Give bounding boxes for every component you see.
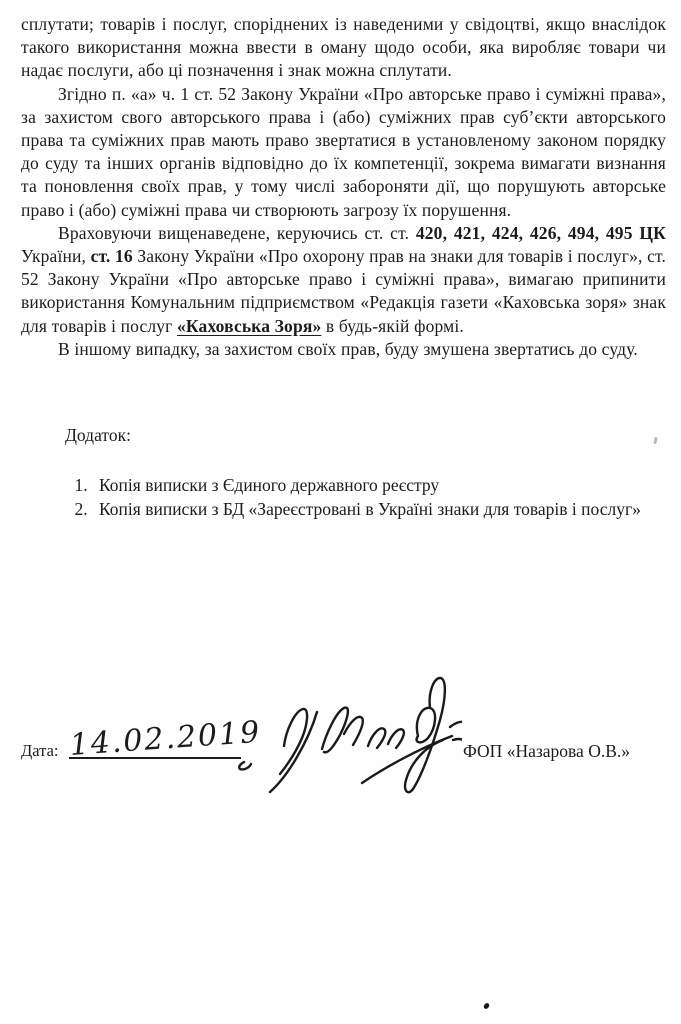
attachment-item-text: Копія виписки з БД «Зареєстровані в Україні знаки для товарів і послуг» [99, 499, 641, 520]
attachment-item-text: Копія виписки з Єдиного державного реєстру [99, 475, 440, 496]
attachment-item [92, 474, 665, 497]
paragraph-1-text: сплутати; товарів і послуг, споріднених із наведеними у свідоцтві, якщо внаслідок такого використання можна ввести в оману щодо особи, яка виробляє товари чи надає послуги, або ці позначення і знак можна сплутати. [21, 14, 666, 81]
statute-numbers: 420, 421, 424, 426, 494, 495 ЦК [415, 222, 666, 243]
paragraph-2-text: Згідно п. «а» ч. 1 ст. 52 Закону України «Про авторське право і суміжні права», за захистом свого авторського права і (або) суміжних прав суб’єкти авторського права та суміжних прав мають право звертатися в установленому законом порядку до суду та інших органів відповідно до їх компетенції, зокрема вимагати визнання та поновлення своїх прав, у тому числі забороняти дії, що порушують авторське право і (або) суміжні права чи створюють загрозу їх порушення. [21, 83, 666, 220]
attachments-list [65, 474, 665, 521]
paragraph-3-text-4: в будь-якій формі. [321, 315, 464, 336]
date-group [21, 712, 263, 767]
scan-speck [483, 1002, 490, 1009]
paragraph-3 [21, 222, 666, 338]
handwritten-date: 14.02.2019 [68, 714, 263, 763]
handwritten-signature-image [222, 650, 462, 800]
paragraph-3-text-2: України, [21, 246, 91, 267]
date-underline [68, 711, 263, 763]
paragraph-2 [21, 83, 666, 222]
date-label: Дата: [21, 741, 59, 760]
attachments-section [65, 424, 665, 523]
trademark-name: «Каховська Зоря» [177, 315, 322, 336]
paragraph-3-text-1: Враховуючи вищенаведене, керуючись ст. ст. [58, 222, 416, 243]
signer-name: ФОП «Назарова О.В.» [463, 741, 631, 761]
document-body [21, 13, 666, 361]
paragraph-4-text: В іншому випадку, за захистом своїх прав, буду змушена звертатись до суду. [58, 338, 638, 359]
paragraph-4 [21, 338, 666, 361]
attachments-heading: Додаток: [65, 425, 131, 445]
article-16: ст. 16 [90, 246, 133, 267]
attachment-item [92, 498, 665, 521]
paragraph-3-text-3: Закону України «Про охорону прав на знаки для товарів і послуг», ст. 52 Закону України «Про авторське право і суміжні права», вимагаю припинити використання Комунальним підприємством «Редакція газети «Каховська зоря» знак для товарів і послуг [21, 246, 667, 336]
paragraph-1 [21, 13, 666, 83]
